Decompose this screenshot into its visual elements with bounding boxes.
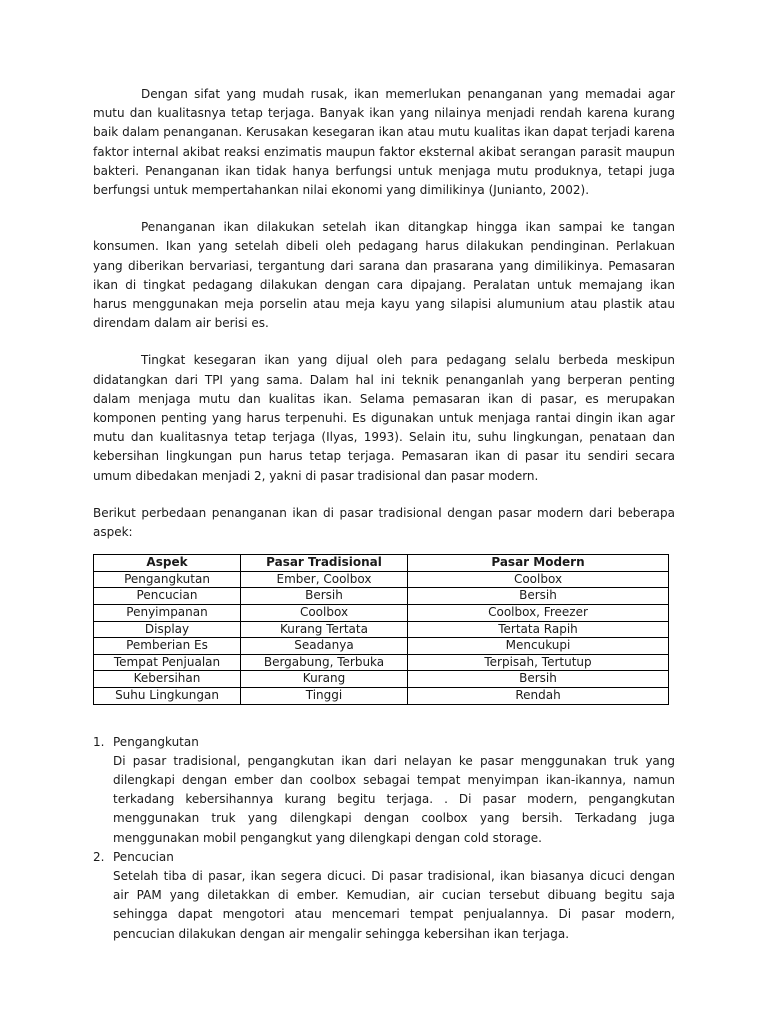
paragraph-2: Penanganan ikan dilakukan setelah ikan ditangkap hingga ikan sampai ke tangan konsumen. Ikan yang setelah dibeli oleh pedagang harus dilakukan pendinginan. Perlakuan yang diberikan bervariasi, tergantung dari sarana dan prasarana yang dimilikinya. Pemasaran ikan di tingkat pedagang dilakukan dengan cara dipajang. Peralatan untuk memajang ikan harus menggunakan meja porselin atau meja kayu yang silapisi alumunium atau plastik atau direndam dalam air berisi es. bbox=[93, 220, 675, 331]
cell-modern: Rendah bbox=[408, 688, 669, 705]
paragraph-3: Tingkat kesegaran ikan yang dijual oleh para pedagang selalu berbeda meskipun didatangkan dari TPI yang sama. Dalam hal ini teknik penanganlah yang berperan penting dalam menjaga mutu dan kualitas ikan. Selama pemasaran ikan di pasar, es merupakan komponen penting yang harus terpenuhi. Es digunakan untuk menjaga rantai dingin ikan agar mutu dan kualitasnya tetap terjaga (Ilyas, 1993). Selain itu, suhu lingkungan, penataan dan kebersihan lingkungan pun harus tetap terjaga. Pemasaran ikan di pasar itu sendiri secara umum dibedakan menjadi 2, yakni di pasar tradisional dan pasar modern. bbox=[93, 353, 675, 483]
list-item-title: Pengangkutan bbox=[113, 734, 199, 749]
list-item-title: Pencucian bbox=[113, 849, 174, 864]
table-row bbox=[94, 688, 669, 705]
cell-tradisional: Kurang bbox=[241, 671, 408, 688]
paragraph-1: Dengan sifat yang mudah rusak, ikan memerlukan penanganan yang memadai agar mutu dan kualitasnya tetap terjaga. Banyak ikan yang nilainya menjadi rendah karena kurang baik dalam penanganan. Kerusakan kesegaran ikan atau mutu kualitas ikan dapat terjadi karena faktor internal akibat reaksi enzimatis maupun faktor eksternal akibat serangan parasit maupun bakteri. Penanganan ikan tidak hanya berfungsi untuk menjaga mutu produknya, tetapi juga berfungsi untuk mempertahankan nilai ekonomi yang dimilikinya (Junianto, 2002). bbox=[93, 87, 675, 198]
cell-aspek: Pencucian bbox=[94, 588, 241, 605]
cell-aspek: Display bbox=[94, 621, 241, 638]
cell-modern: Bersih bbox=[408, 588, 669, 605]
list-item-pencucian bbox=[93, 848, 675, 944]
cell-tradisional: Ember, Coolbox bbox=[241, 571, 408, 588]
list-item-text: Setelah tiba di pasar, ikan segera dicuci. Di pasar tradisional, ikan biasanya dicuci dengan air PAM yang diletakkan di ember. Kemudian, air cucian tersebut dibuang begitu saja sehingga dapat mengotori atau mencemari tempat penjualannya. Di pasar modern, pencucian dilakukan dengan air mengalir sehingga kebersihan ikan terjaga. bbox=[113, 869, 675, 941]
cell-modern: Terpisah, Tertutup bbox=[408, 654, 669, 671]
header-pasar-tradisional: Pasar Tradisional bbox=[241, 555, 408, 572]
numbered-list bbox=[93, 733, 675, 944]
table-row bbox=[94, 588, 669, 605]
table-row bbox=[94, 621, 669, 638]
comparison-table bbox=[93, 554, 669, 704]
table-row bbox=[94, 571, 669, 588]
table-row bbox=[94, 654, 669, 671]
cell-aspek: Suhu Lingkungan bbox=[94, 688, 241, 705]
table-intro: Berikut perbedaan penanganan ikan di pasar tradisional dengan pasar modern dari beberapa aspek: bbox=[93, 505, 675, 540]
list-number: 2. bbox=[93, 849, 105, 864]
table-row bbox=[94, 671, 669, 688]
cell-modern: Mencukupi bbox=[408, 638, 669, 655]
cell-modern: Coolbox, Freezer bbox=[408, 605, 669, 622]
cell-modern: Bersih bbox=[408, 671, 669, 688]
list-item-pengangkutan bbox=[93, 733, 675, 848]
table-header-row bbox=[94, 555, 669, 572]
cell-aspek: Pemberian Es bbox=[94, 638, 241, 655]
cell-aspek: Pengangkutan bbox=[94, 571, 241, 588]
header-aspek: Aspek bbox=[94, 555, 241, 572]
cell-aspek: Kebersihan bbox=[94, 671, 241, 688]
cell-tradisional: Bersih bbox=[241, 588, 408, 605]
cell-tradisional: Tinggi bbox=[241, 688, 408, 705]
cell-tradisional: Seadanya bbox=[241, 638, 408, 655]
cell-aspek: Penyimpanan bbox=[94, 605, 241, 622]
cell-tradisional: Kurang Tertata bbox=[241, 621, 408, 638]
table-row bbox=[94, 638, 669, 655]
list-item-text: Di pasar tradisional, pengangkutan ikan dari nelayan ke pasar menggunakan truk yang dilengkapi dengan ember dan coolbox sebagai tempat menyimpan ikan-ikannya, namun terkadang kebersihannya kurang begitu terjaga. . Di pasar modern, pengangkutan menggunakan truk yang dilengkapi dengan coolbox yang bersih. Terkadang juga menggunakan mobil pengangkut yang dilengkapi dengan cold storage. bbox=[113, 753, 675, 845]
cell-modern: Coolbox bbox=[408, 571, 669, 588]
cell-tradisional: Bergabung, Terbuka bbox=[241, 654, 408, 671]
table-row bbox=[94, 605, 669, 622]
cell-modern: Tertata Rapih bbox=[408, 621, 669, 638]
document-body bbox=[93, 85, 675, 944]
header-pasar-modern: Pasar Modern bbox=[408, 555, 669, 572]
cell-tradisional: Coolbox bbox=[241, 605, 408, 622]
cell-aspek: Tempat Penjualan bbox=[94, 654, 241, 671]
list-number: 1. bbox=[93, 734, 105, 749]
